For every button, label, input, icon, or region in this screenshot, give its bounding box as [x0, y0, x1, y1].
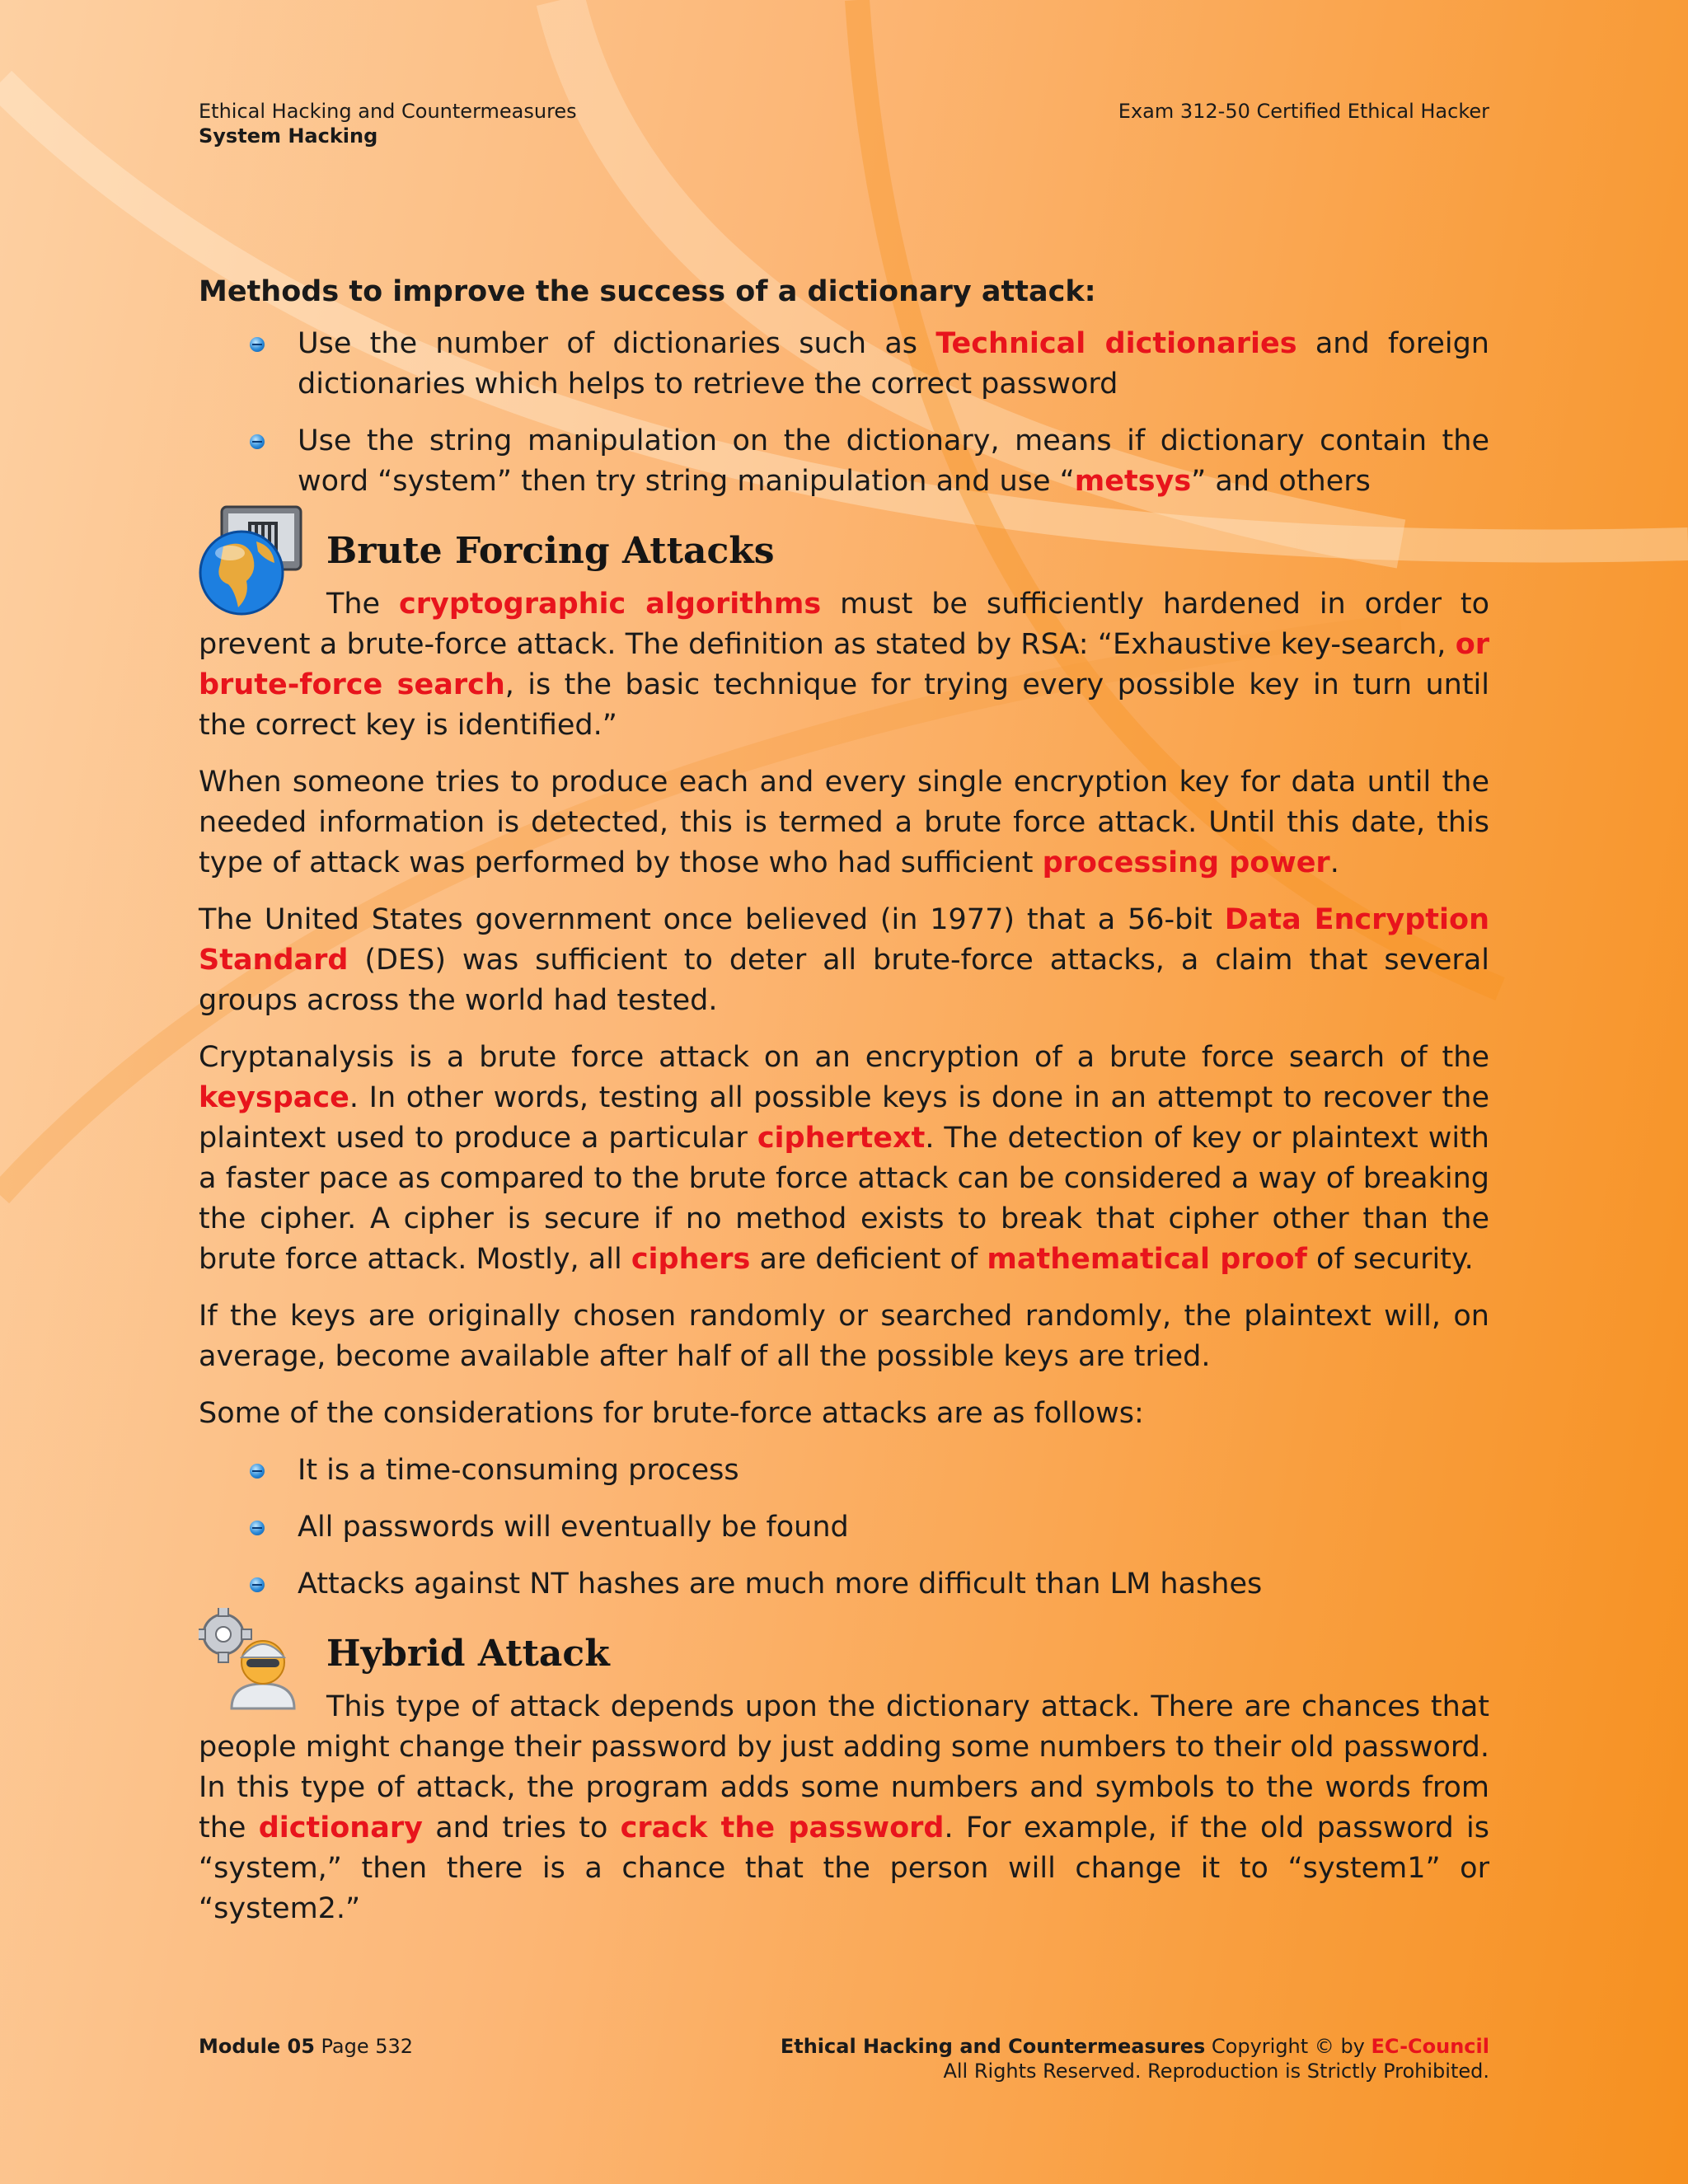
- highlight-ciphers: ciphers: [631, 1243, 751, 1276]
- brute-paragraph-6: Some of the considerations for brute-force attacks are as follows:: [199, 1397, 1144, 1430]
- bullet-icon: [250, 1521, 265, 1535]
- bullet-icon: [250, 1577, 265, 1592]
- footer-module: Module 05: [199, 2035, 315, 2058]
- brute-paragraph-2: When someone tries to produce each and every single encryption key for data until the needed information is detected, this is termed a brute force attack. Until this date, this type of attack was performed by those who had sufficient processing power.: [199, 766, 1489, 879]
- highlight-technical-dictionaries: Technical dictionaries: [935, 327, 1297, 360]
- brute-paragraph-4: Cryptanalysis is a brute force attack on an encryption of a brute force search of the keyspace. In other words, testing all possible keys is done in an attempt to recover the plaintext used to produce a particular ciphertext. The detection of key or plaintext with a faster pace as compared to the brute force attack can be considered a way of breaking the cipher. A cipher is secure if no method exists to break that cipher other than the brute force attack. Mostly, all ciphers are deficient of mathematical proof of security.: [199, 1041, 1489, 1276]
- footer-rights: All Rights Reserved. Reproduction is Strictly Prohibited.: [943, 2060, 1489, 2083]
- hybrid-title: Hybrid Attack: [326, 1633, 610, 1675]
- highlight-cryptographic-algorithms: cryptographic algorithms: [399, 588, 822, 621]
- list-item: Attacks against NT hashes are much more difficult than LM hashes: [298, 1564, 1489, 1605]
- page-footer: Module 05 Page 532 Ethical Hacking and Countermeasures Copyright © by EC-Council All Rights Reserved. Reproduction is Strictly Prohibited.: [199, 2035, 1489, 2083]
- footer-copyright-course: Ethical Hacking and Countermeasures: [780, 2035, 1206, 2058]
- highlight-mathematical-proof: mathematical proof: [987, 1243, 1307, 1276]
- hybrid-section-heading: [199, 1621, 1489, 1687]
- footer-page: Page 532: [314, 2035, 414, 2058]
- brute-paragraph-5: If the keys are originally chosen randomly or searched randomly, the plaintext will, on average, become available after half of all the possible keys are tried.: [199, 1300, 1489, 1373]
- ec-council-logo: EC-Council: [1371, 2035, 1489, 2058]
- brute-force-title: Brute Forcing Attacks: [326, 530, 775, 572]
- list-item: Use the string manipulation on the dictionary, means if dictionary contain the word “system” then try string manipulation and use “metsys” and others: [298, 421, 1489, 502]
- list-item: Use the number of dictionaries such as Technical dictionaries and foreign dictionaries which helps to retrieve the correct password: [298, 324, 1489, 405]
- page-header: [199, 99, 1489, 148]
- considerations-list: [199, 1451, 1489, 1605]
- list-item: All passwords will eventually be found: [298, 1507, 1489, 1548]
- header-exam: Exam 312-50 Certified Ethical Hacker: [1118, 100, 1489, 123]
- header-course: Ethical Hacking and Countermeasures: [199, 100, 577, 123]
- highlight-des: Data Encryption Standard: [199, 903, 1489, 977]
- header-module-title: System Hacking: [199, 124, 378, 148]
- highlight-brute-force-search: or brute-force search: [199, 628, 1489, 701]
- highlight-crack-the-password: crack the password: [620, 1811, 945, 1844]
- page-content: [199, 272, 1489, 1946]
- highlight-ciphertext: ciphertext: [757, 1122, 926, 1155]
- bullet-icon: [250, 337, 265, 352]
- globe-computer-icon: [199, 505, 306, 621]
- bullet-icon: [250, 434, 265, 449]
- highlight-keyspace: keyspace: [199, 1081, 349, 1114]
- bullet-icon: [250, 1464, 265, 1479]
- brute-paragraph-1: The cryptographic algorithms must be sufficiently hardened in order to prevent a brute-force attack. The definition as stated by RSA: “Exhaustive key-search, or brute-force search, is the basic technique for trying every possible key in turn until the correct key is identified.”: [199, 588, 1489, 742]
- dictionary-lead: Methods to improve the success of a dictionary attack:: [199, 275, 1096, 308]
- highlight-dictionary: dictionary: [258, 1811, 423, 1844]
- brute-force-section-heading: [199, 518, 1489, 584]
- list-item: It is a time-consuming process: [298, 1451, 1489, 1491]
- brute-paragraph-3: The United States government once believed (in 1977) that a 56-bit Data Encryption Standard (DES) was sufficient to deter all brute-force attacks, a claim that several groups across the world had tested.: [199, 903, 1489, 1017]
- highlight-metsys: metsys: [1074, 465, 1192, 498]
- hybrid-paragraph: This type of attack depends upon the dictionary attack. There are chances that people might change their password by just adding some numbers to their old password. In this type of attack, the program adds some numbers and symbols to the words from the dictionary and tries to crack the password. For example, if the old password is “system,” then there is a chance that the person will change it to “system1” or “system2.”: [199, 1690, 1489, 1925]
- gear-person-icon: [199, 1608, 306, 1723]
- highlight-processing-power: processing power: [1042, 846, 1330, 879]
- dictionary-methods-list: [199, 324, 1489, 502]
